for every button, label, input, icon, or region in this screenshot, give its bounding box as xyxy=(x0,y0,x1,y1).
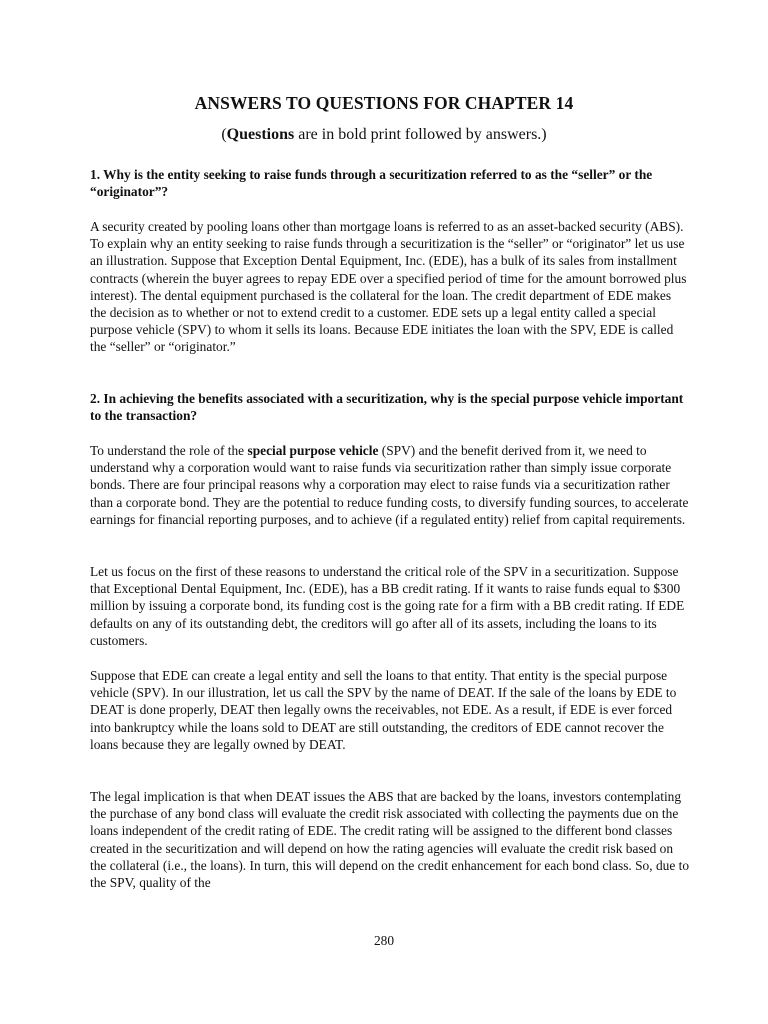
answer-2-paragraph-4: The legal implication is that when DEAT issues the ABS that are backed by the loans, investors contemplating the purchase of any bond class will evaluate the credit risk associated with collecting the payments due on the loans independent of the credit rating of EDE. The credit rating will be assigned to the different bond classes created in the securitization and will depend on how the rating agencies will evaluate the credit risk based on the collateral (i.e., the loans). In turn, this will depend on the credit enhancement for each bond class. So, due to the SPV, quality of the xyxy=(90,789,690,891)
subtitle-bold-word: Questions xyxy=(226,126,295,143)
answer-2-p1-bold: special purpose vehicle xyxy=(247,443,379,458)
subtitle-open-paren: ( xyxy=(221,126,227,143)
subtitle-rest: are in bold print followed by answers.) xyxy=(294,126,547,143)
answer-2-paragraph-3: Suppose that EDE can create a legal entity and sell the loans to that entity. That entity is the special purpose vehicle (SPV). In our illustration, let us call the SPV by the name of DEAT. If the sale of the loans by EDE to DEAT is done properly, DEAT then legally owns the receivables, not EDE. As a result, if EDE is ever forced into bankruptcy while the loans sold to DEAT are still outstanding, the creditors of EDE cannot recover the loans because they are legally owned by DEAT. xyxy=(90,668,677,752)
answer-2-paragraph-1 xyxy=(90,442,690,528)
page-number: 280 xyxy=(373,933,395,948)
answer-1: A security created by pooling loans other than mortgage loans is referred to as an asset-backed security (ABS). To explain why an entity seeking to raise funds through a securitization is the “seller” or “originator” let us use an illustration. Suppose that Exception Dental Equipment, Inc. (EDE), has a bulk of its sales from installment contracts (wherein the buyer agrees to repay EDE over a specified period of time for the amount borrowed plus interest). The dental equipment purchased is the collateral for the loan. The credit department of EDE makes the decision as to whether or not to extend credit to a customer. EDE sets up a legal entity called a special purpose vehicle (SPV) to whom it sells its loans. Because EDE initiates the loan with the SPV, EDE is called the “seller” or “originator.” xyxy=(90,219,687,355)
chapter-title: ANSWERS TO QUESTIONS FOR CHAPTER 14 xyxy=(194,93,574,113)
answer-2-p1-after: (SPV) and the benefit derived from it, we need to understand why a corporation would want to raise funds via securitization rather than simply issue corporate bonds. There are four principal reasons why a corporation may elect to raise funds via a securitization rather than a corporate bond. They are the potential to reduce funding costs, to diversify funding sources, to accelerate earnings for financial reporting purposes, and to achieve (if a regulated entity) relief from capital requirements. xyxy=(90,443,689,527)
answer-2-paragraph-2: Let us focus on the first of these reasons to understand the critical role of the SPV in a securitization. Suppose that Exceptional Dental Equipment, Inc. (EDE), has a BB credit rating. If it wants to raise funds equal to $300 million by issuing a corporate bond, its funding cost is the going rate for a firm with a BB credit rating. If EDE defaults on any of its outstanding debt, the creditors will go after all of its assets, including the loans to its customers. xyxy=(90,564,685,648)
question-1: 1. Why is the entity seeking to raise funds through a securitization referred to as the “seller” or the “originator”? xyxy=(90,167,653,200)
subtitle xyxy=(0,126,768,144)
question-2: 2. In achieving the benefits associated with a securitization, why is the special purpose vehicle important to the transaction? xyxy=(90,391,684,424)
answer-2-p1-before: To understand the role of the xyxy=(90,443,248,458)
